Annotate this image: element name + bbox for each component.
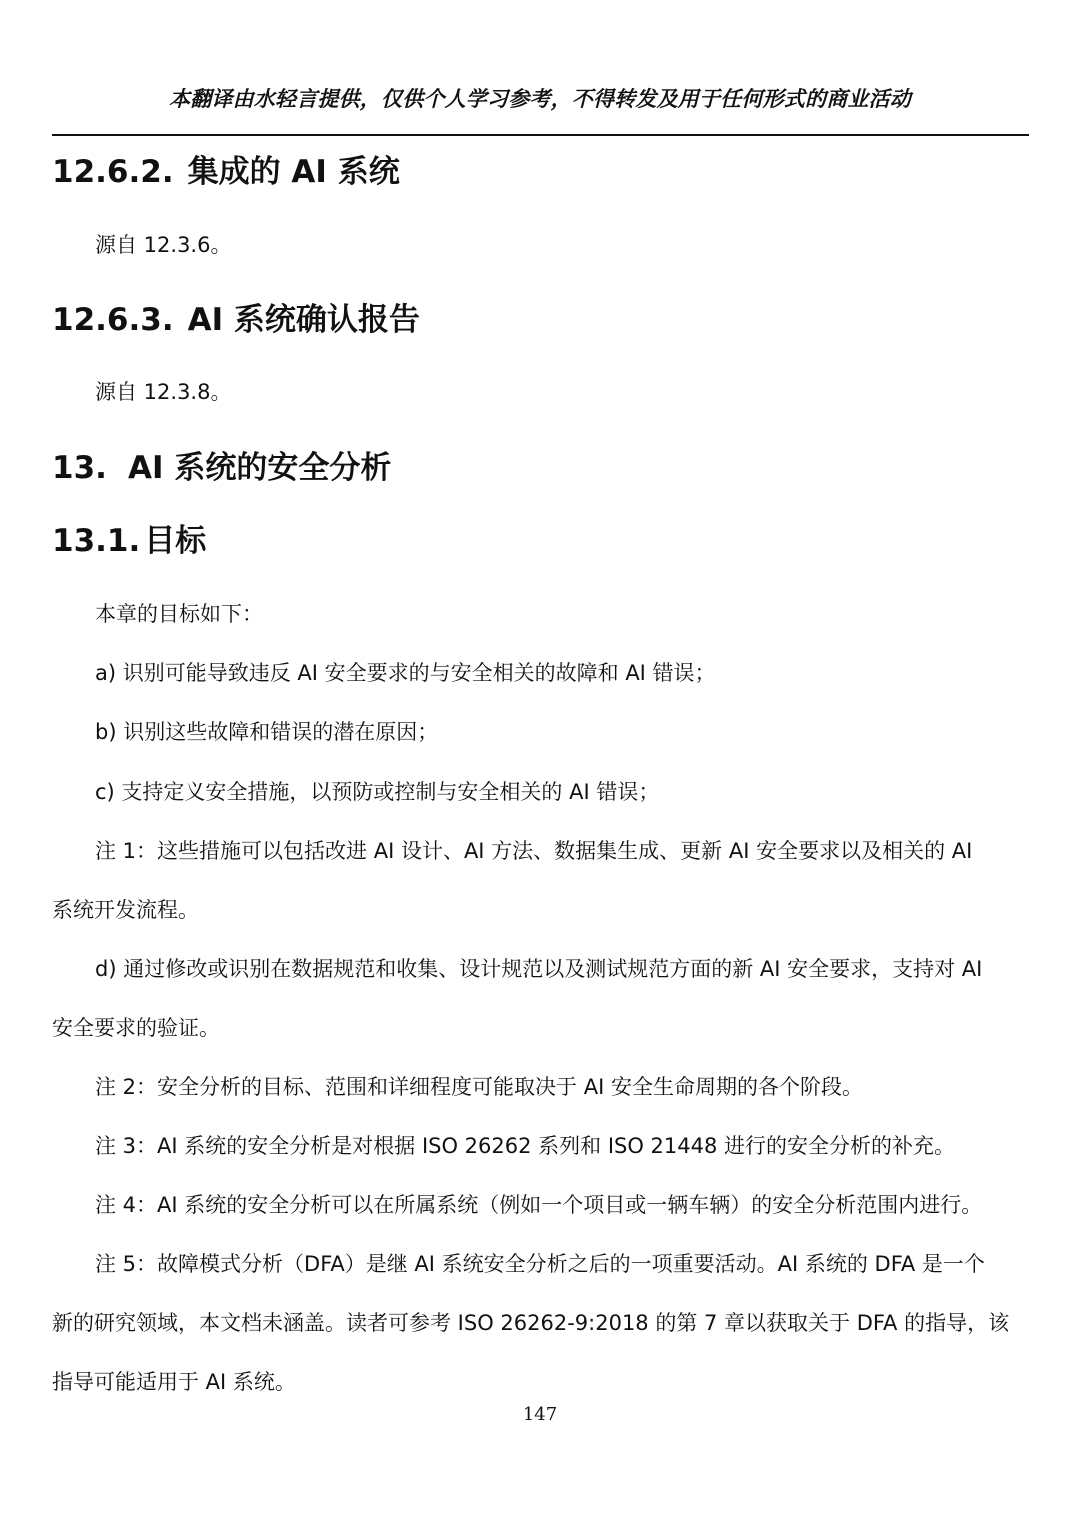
note-5-cont: 新的研究领域，本文档未涵盖。读者可参考 ISO 26262-9:2018 的第 7 章以获取关于 DFA 的指导，该 <box>52 1311 1010 1335</box>
list-item-d-cont: 安全要求的验证。 <box>52 1016 220 1040</box>
note-5-cont2: 指导可能适用于 AI 系统。 <box>52 1370 296 1394</box>
heading-title: AI 系统的安全分析 <box>128 450 392 486</box>
list-item-c: c) 支持定义安全措施，以预防或控制与安全相关的 AI 错误； <box>95 780 660 804</box>
heading-title: AI 系统确认报告 <box>187 302 420 338</box>
heading-12-6-2 <box>52 146 400 191</box>
heading-13-1 <box>52 515 206 560</box>
note-3: 注 3：AI 系统的安全分析是对根据 ISO 26262 系列和 ISO 21448 进行的安全分析的补充。 <box>95 1134 956 1158</box>
heading-number: 13. <box>52 450 107 486</box>
heading-number: 13.1. <box>52 523 141 559</box>
page-number: 147 <box>522 1404 558 1425</box>
note-5: 注 5：故障模式分析（DFA）是继 AI 系统安全分析之后的一项重要活动。AI 系统的 DFA 是一个 <box>95 1252 985 1276</box>
body-text: 源自 12.3.6。 <box>95 233 232 257</box>
note-2: 注 2：安全分析的目标、范围和详细程度可能取决于 AI 安全生命周期的各个阶段。 <box>95 1075 863 1099</box>
page-header: 本翻译由水轻言提供，仅供个人学习参考，不得转发及用于任何形式的商业活动 <box>169 87 911 111</box>
heading-title: 集成的 AI 系统 <box>187 154 400 190</box>
heading-12-6-3 <box>52 294 420 339</box>
note-4: 注 4：AI 系统的安全分析可以在所属系统（例如一个项目或一辆车辆）的安全分析范围内进行。 <box>95 1193 983 1217</box>
intro-text: 本章的目标如下： <box>95 602 263 626</box>
heading-title: 目标 <box>144 523 207 559</box>
note-1-cont: 系统开发流程。 <box>52 898 199 922</box>
note-1: 注 1：这些措施可以包括改进 AI 设计、AI 方法、数据集生成、更新 AI 安全要求以及相关的 AI <box>95 839 973 863</box>
list-item-a: a) 识别可能导致违反 AI 安全要求的与安全相关的故障和 AI 错误； <box>95 661 716 685</box>
heading-number: 12.6.2. <box>52 154 174 190</box>
list-item-b: b) 识别这些故障和错误的潜在原因； <box>95 720 439 744</box>
heading-number: 12.6.3. <box>52 302 174 338</box>
heading-13 <box>52 442 391 487</box>
body-text: 源自 12.3.8。 <box>95 380 232 404</box>
header-divider <box>52 134 1029 136</box>
list-item-d: d) 通过修改或识别在数据规范和收集、设计规范以及测试规范方面的新 AI 安全要求，支持对 AI <box>95 957 983 981</box>
